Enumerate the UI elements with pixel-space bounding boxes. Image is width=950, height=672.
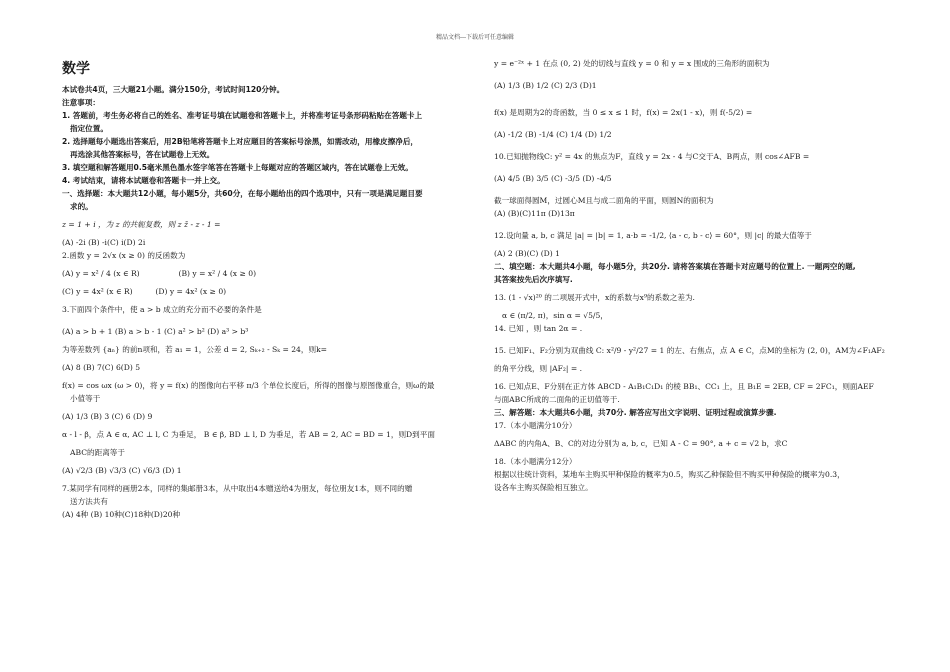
question-1-options: (A) -2i (B) -i(C) i(D) 2i [62,238,146,247]
question-5: f(x) = cos ωx (ω > 0)，将 y = f(x) 的图像向右平移 π/3 个单位长度后，所得的图像与原图像重合，则ω的最 [62,381,435,390]
question-2-option-b: (B) y = x² / 4 (x ≥ 0) [178,269,257,278]
question-14: 14. 已知 ，则 tan 2α = . [494,324,583,333]
question-5-options: (A) 1/3 (B) 3 (C) 6 (D) 9 [62,412,153,421]
note-1: 1. 答题前，考生务必将自己的姓名、准考证号填在试题卷和答题卡上，并将准考证号条形码粘贴在答题卡上 [62,111,423,120]
question-2-options-ab [62,268,472,279]
question-8: y = e⁻²ˣ + 1 在点 (0, 2) 处的切线与直线 y = 0 和 y = x 围成的三角形的面积为 [494,59,770,68]
question-12: 12.设向量 a, b, c 满足 |a| = |b| = 1, a·b = -1/2, ⟨a - c, b - c⟩ = 60°，则 |c| 的最大值等于 [494,231,812,240]
section-1-heading-cont: 求的。 [70,202,93,211]
question-11: 截一球面得圆M，过圆心M且与成二面角的平面，则圆N的面积为 [494,196,714,205]
question-15-cont: 的角平分线，则 |AF₂| = . [494,364,583,373]
section-3-heading: 三、解答题：本大题共6小题，共70分. 解答应写出文字说明、证明过程或演算步骤. [494,408,777,417]
question-2-option-c: (C) y = 4x² (x ∈ R) [62,287,133,296]
page-title: 数学 [62,61,90,77]
question-7-options: (A) 4种 (B) 10种(C)18种(D)20种 [62,510,181,519]
exam-intro: 本试卷共4页，三大题21小题。满分150分，考试时间120分钟。 [62,85,285,94]
question-13: 13. (1 - √x)²⁰ 的二项展开式中，x的系数与x⁹的系数之差为. [494,293,695,302]
question-2-option-d: (D) y = 4x² (x ≥ 0) [155,287,227,296]
note-3: 3. 填空题和解答题用0.5毫米黑色墨水签字笔答在答题卡上每题对应的答题区域内，答在试题卷上无效。 [62,163,413,172]
question-14-condition: α ∈ (π/2, π)，sin α = √5/5， [502,311,608,320]
question-18: 根据以往统计资料，某地车主购买甲种保险的概率为0.5，购买乙种保险但不购买甲种保险的概率为0.3， [494,470,845,479]
question-9-options: (A) -1/2 (B) -1/4 (C) 1/4 (D) 1/2 [494,130,612,139]
question-17: ΔABC 的内角A、B、C的对边分别为 a, b, c，已知 A - C = 90°, a + c = √2 b，求C [494,439,788,448]
question-2-options-cd [62,286,472,297]
question-6: α - l - β，点 A ∈ α, AC ⊥ l, C 为垂足， B ∈ β, BD ⊥ l, D 为垂足，若 AB = 2, AC = BD = 1，则D到平面 [62,430,435,439]
question-18-cont: 设各车主购买保险相互独立。 [494,483,593,492]
question-9: f(x) 是周期为2的奇函数，当 0 ≤ x ≤ 1 时，f(x) = 2x(1 - x)，则 f(-5/2) = [494,108,753,117]
question-6-options: (A) √2/3 (B) √3/3 (C) √6/3 (D) 1 [62,466,182,475]
question-2-option-a: (A) y = x² / 4 (x ∈ R) [62,269,140,278]
question-4-options: (A) 8 (B) 7(C) 6(D) 5 [62,363,141,372]
question-16-cont: 与面ABC所成的二面角的正切值等于. [494,395,620,404]
question-12-options: (A) 2 (B)(C) (D) 1 [494,249,560,258]
note-2: 2. 选择题每小题选出答案后，用2B铅笔将答题卡上对应题目的答案标号涂黑，如需改动，用橡皮擦净后， [62,137,419,146]
question-6-cont: ABC的距离等于 [70,448,125,457]
question-16: 16. 已知点E、F分别在正方体 ABCD - A₁B₁C₁D₁ 的棱 BB₁、CC₁ 上，且 B₁E = 2EB, CF = 2FC₁，则面AEF [494,382,874,391]
notice-heading: 注意事项： [62,98,100,107]
question-2: 2.函数 y = 2√x (x ≥ 0) 的反函数为 [62,251,186,260]
question-11-options: (A) (B)(C)11π (D)13π [494,209,575,218]
question-1: z = 1 + i ，为 z 的共轭复数，则 z z̄ - z - 1 = [62,220,221,229]
note-1b: 指定位置。 [70,124,108,133]
question-5-cont: 小值等于 [70,394,101,403]
section-2-heading-cont: 其答案按先后次序填写. [494,275,573,284]
left-column [62,58,472,522]
note-4: 4. 考试结束，请将本试题卷和答题卡一并上交。 [62,176,225,185]
question-8-options: (A) 1/3 (B) 1/2 (C) 2/3 (D)1 [494,81,597,90]
question-10: 10.已知抛物线C: y² = 4x 的焦点为F，直线 y = 2x - 4 与C交于A、B两点，则 cos∠AFB = [494,152,810,161]
question-18-heading: 18.（本小题满分12分） [494,457,577,466]
section-2-heading: 二、填空题：本大题共4小题，每小题5分，共20分. 请将答案填在答题卡对应题号的位置上. 一题两空的题, [494,262,856,271]
question-4: 为等差数列 {aₙ} 的前n项和，若 a₁ = 1，公差 d = 2, Sₖ₊₂ - Sₖ = 24，则k= [62,345,328,354]
question-7-cont: 送方法共有 [70,497,108,506]
question-10-options: (A) 4/5 (B) 3/5 (C) -3/5 (D) -4/5 [494,174,612,183]
question-3: 3.下面四个条件中，使 a > b 成立的充分而不必要的条件是 [62,305,262,314]
note-2b: 再选涂其他答案标号，答在试题卷上无效。 [70,150,215,159]
question-3-options: (A) a > b + 1 (B) a > b - 1 (C) a² > b² (D) a³ > b³ [62,327,249,336]
question-17-heading: 17.（本小题满分10分） [494,421,577,430]
right-column [494,58,894,495]
page-header: 精品文档---下载后可任意编辑 [435,34,515,41]
question-7: 7.某同学有同样的画册2本，同样的集邮册3本，从中取出4本赠送给4为朋友，每位朋友1本，则不同的赠 [62,484,413,493]
section-1-heading: 一、选择题：本大题共12小题，每小题5分，共60分，在每小题给出的四个选项中，只有一项是满足题目要 [62,189,423,198]
question-15: 15. 已知F₁、F₂分别为双曲线 C: x²/9 - y²/27 = 1 的左、右焦点，点 A ∈ C，点M的坐标为 (2, 0)，AM为∠F₁AF₂ [494,346,885,355]
